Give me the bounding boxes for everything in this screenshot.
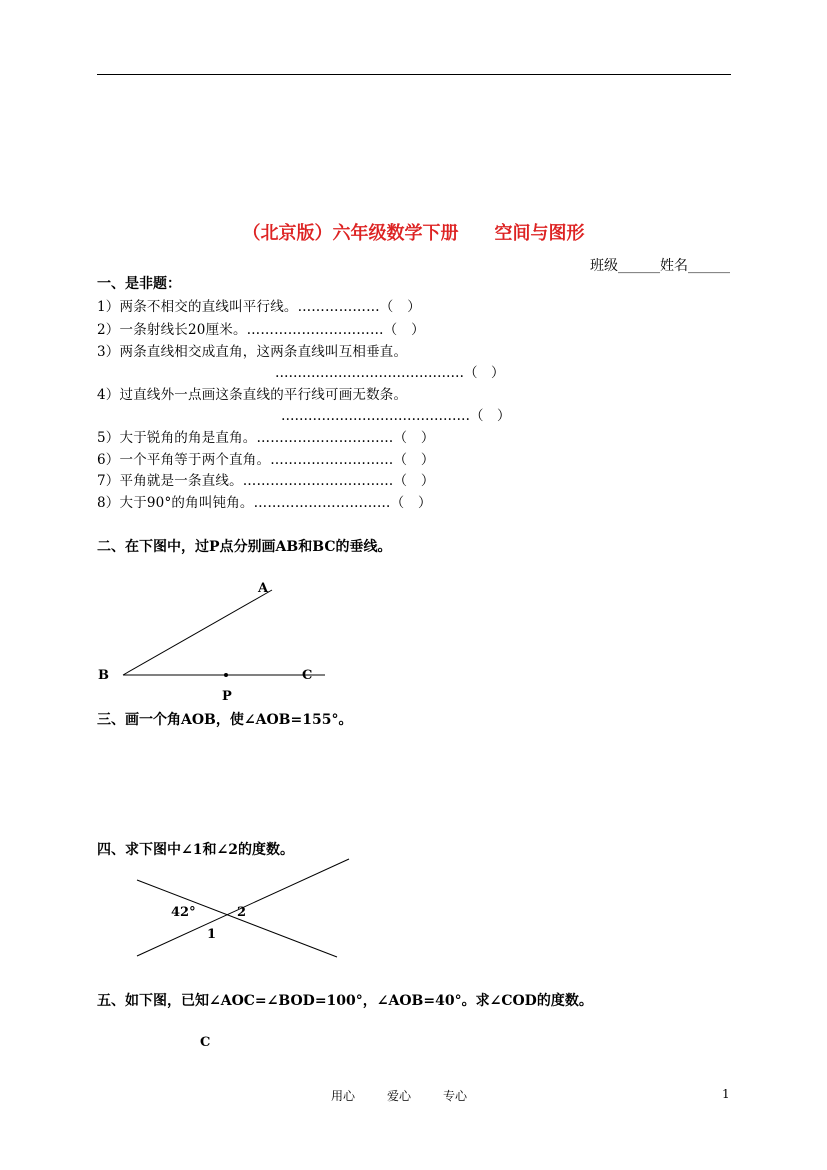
section4-heading: 四、求下图中∠1和∠2的度数。 <box>97 842 294 858</box>
footer-word-2: 爱心 <box>387 1089 412 1103</box>
section3-heading: 三、画一个角AOB，使∠AOB=155°。 <box>97 712 353 728</box>
label-a: A <box>258 581 269 596</box>
question-2: 2）一条射线长20厘米。…………………………（ ） <box>97 322 425 338</box>
label-angle-1: 1 <box>207 927 217 942</box>
label-angle-2: 2 <box>237 905 247 920</box>
label-b: B <box>98 668 109 683</box>
title-main: （北京版）六年级数学下册 <box>242 223 459 244</box>
class-name-line: 班级______姓名______ <box>590 258 730 274</box>
question-8: 8）大于90°的角叫钝角。…………………………（ ） <box>97 495 432 511</box>
section2-heading: 二、在下图中，过P点分别画AB和BC的垂线。 <box>97 539 392 555</box>
ray-ba <box>123 590 272 675</box>
question-1: 1）两条不相交的直线叫平行线。………………（ ） <box>97 299 421 315</box>
footer-word-3: 专心 <box>443 1089 468 1103</box>
point-p <box>224 673 228 677</box>
label-point-c: C <box>200 1035 211 1050</box>
section1-heading: 一、是非题： <box>97 276 181 292</box>
label-p: P <box>222 689 232 704</box>
label-angle-42: 42° <box>171 905 196 920</box>
section5-heading: 五、如下图，已知∠AOC=∠BOD=100°，∠AOB=40°。求∠COD的度数。 <box>97 993 593 1009</box>
question-3: 3）两条直线相交成直角，这两条直线叫互相垂直。 <box>97 344 408 360</box>
question-4-continuation: ……………………………………（ ） <box>281 408 511 424</box>
question-4: 4）过直线外一点画这条直线的平行线可画无数条。 <box>97 387 408 403</box>
question-5: 5）大于锐角的角是直角。…………………………（ ） <box>97 430 435 446</box>
question-7: 7）平角就是一条直线。……………………………（ ） <box>97 473 435 489</box>
title-topic: 空间与图形 <box>494 223 585 244</box>
page-number: 1 <box>722 1087 730 1101</box>
label-c: C <box>302 668 313 683</box>
angle-abc-figure <box>123 590 325 677</box>
question-3-continuation: ……………………………………（ ） <box>275 365 505 381</box>
question-6: 6）一个平角等于两个直角。………………………（ ） <box>97 452 435 468</box>
footer-word-1: 用心 <box>331 1089 356 1103</box>
